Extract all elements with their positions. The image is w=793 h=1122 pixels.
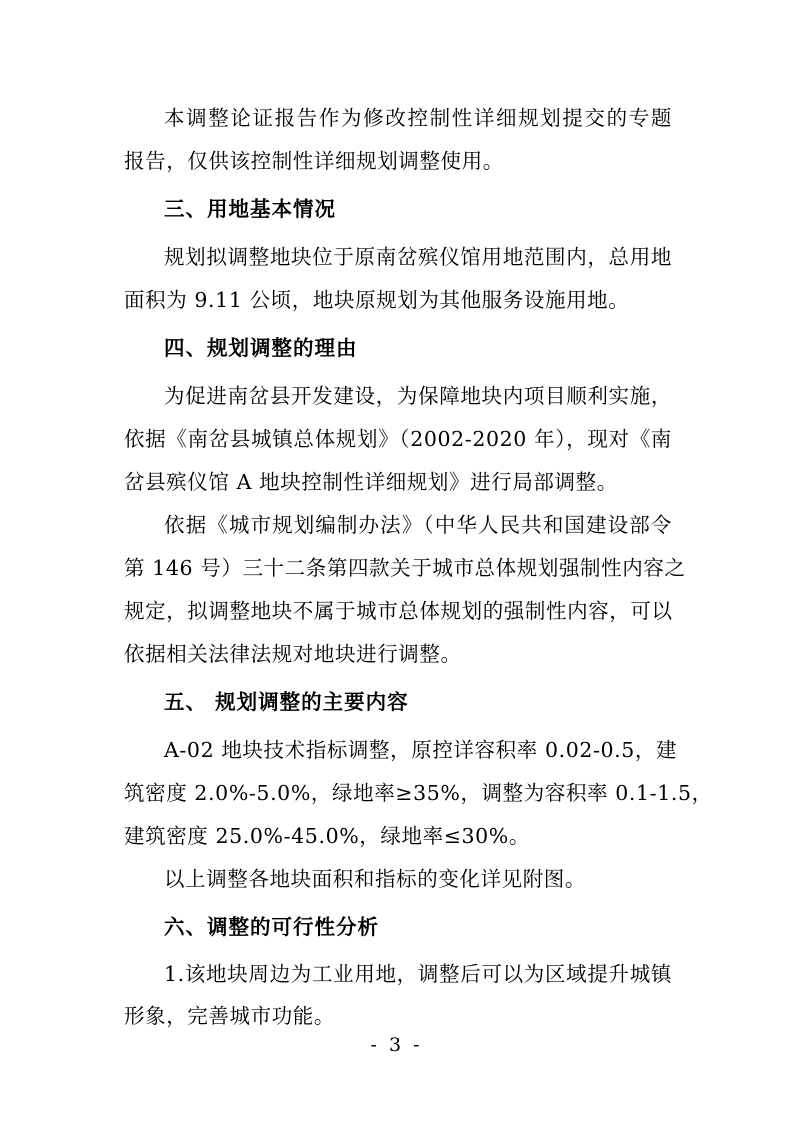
paragraph-line: A-02 地块技术指标调整，原控详容积率 0.02-0.5，建 (164, 738, 678, 762)
paragraph-line: 为促进南岔县开发建设，为保障地块内项目顺利实施， (164, 384, 672, 408)
paragraph-line: 报告，仅供该控制性详细规划调整使用。 (124, 149, 504, 173)
paragraph-line: 岔县殡仪馆 A 地块控制性详细规划》进行局部调整。 (124, 470, 618, 494)
section-heading-5: 五、 规划调整的主要内容 (164, 690, 409, 714)
paragraph-line: 筑密度 2.0%-5.0%，绿地率≥35%，调整为容积率 0.1-1.5， (124, 781, 713, 805)
paragraph-line: 依据相关法律法规对地块进行调整。 (124, 642, 462, 666)
paragraph-line: 第 146 号）三十二条第四款关于城市总体规划强制性内容之 (124, 556, 686, 580)
paragraph-line: 以上调整各地块面积和指标的变化详见附图。 (164, 867, 586, 891)
paragraph-line: 规定，拟调整地块不属于城市总体规划的强制性内容，可以 (124, 599, 673, 623)
section-heading-4: 四、规划调整的理由 (164, 336, 358, 360)
paragraph-line: 规划拟调整地块位于原南岔殡仪馆用地范围内，总用地 (164, 245, 672, 269)
paragraph-line: 面积为 9.11 公顷，地块原规划为其他服务设施用地。 (124, 288, 630, 312)
paragraph-line: 依据《城市规划编制办法》（中华人民共和国建设部令 (164, 513, 672, 537)
page-number: - 3 - (370, 1034, 423, 1056)
paragraph-line: 建筑密度 25.0%-45.0%，绿地率≤30%。 (124, 824, 530, 848)
section-heading-3: 三、用地基本情况 (164, 197, 336, 221)
paragraph-line: 本调整论证报告作为修改控制性详细规划提交的专题 (164, 106, 672, 130)
paragraph-line: 1.该地块周边为工业用地，调整后可以为区域提升城镇 (164, 962, 672, 986)
paragraph-line: 依据《南岔县城镇总体规划》（2002-2020 年），现对《南 (124, 427, 672, 451)
section-heading-6: 六、调整的可行性分析 (164, 915, 379, 939)
paragraph-line: 形象，完善城市功能。 (124, 1004, 335, 1028)
